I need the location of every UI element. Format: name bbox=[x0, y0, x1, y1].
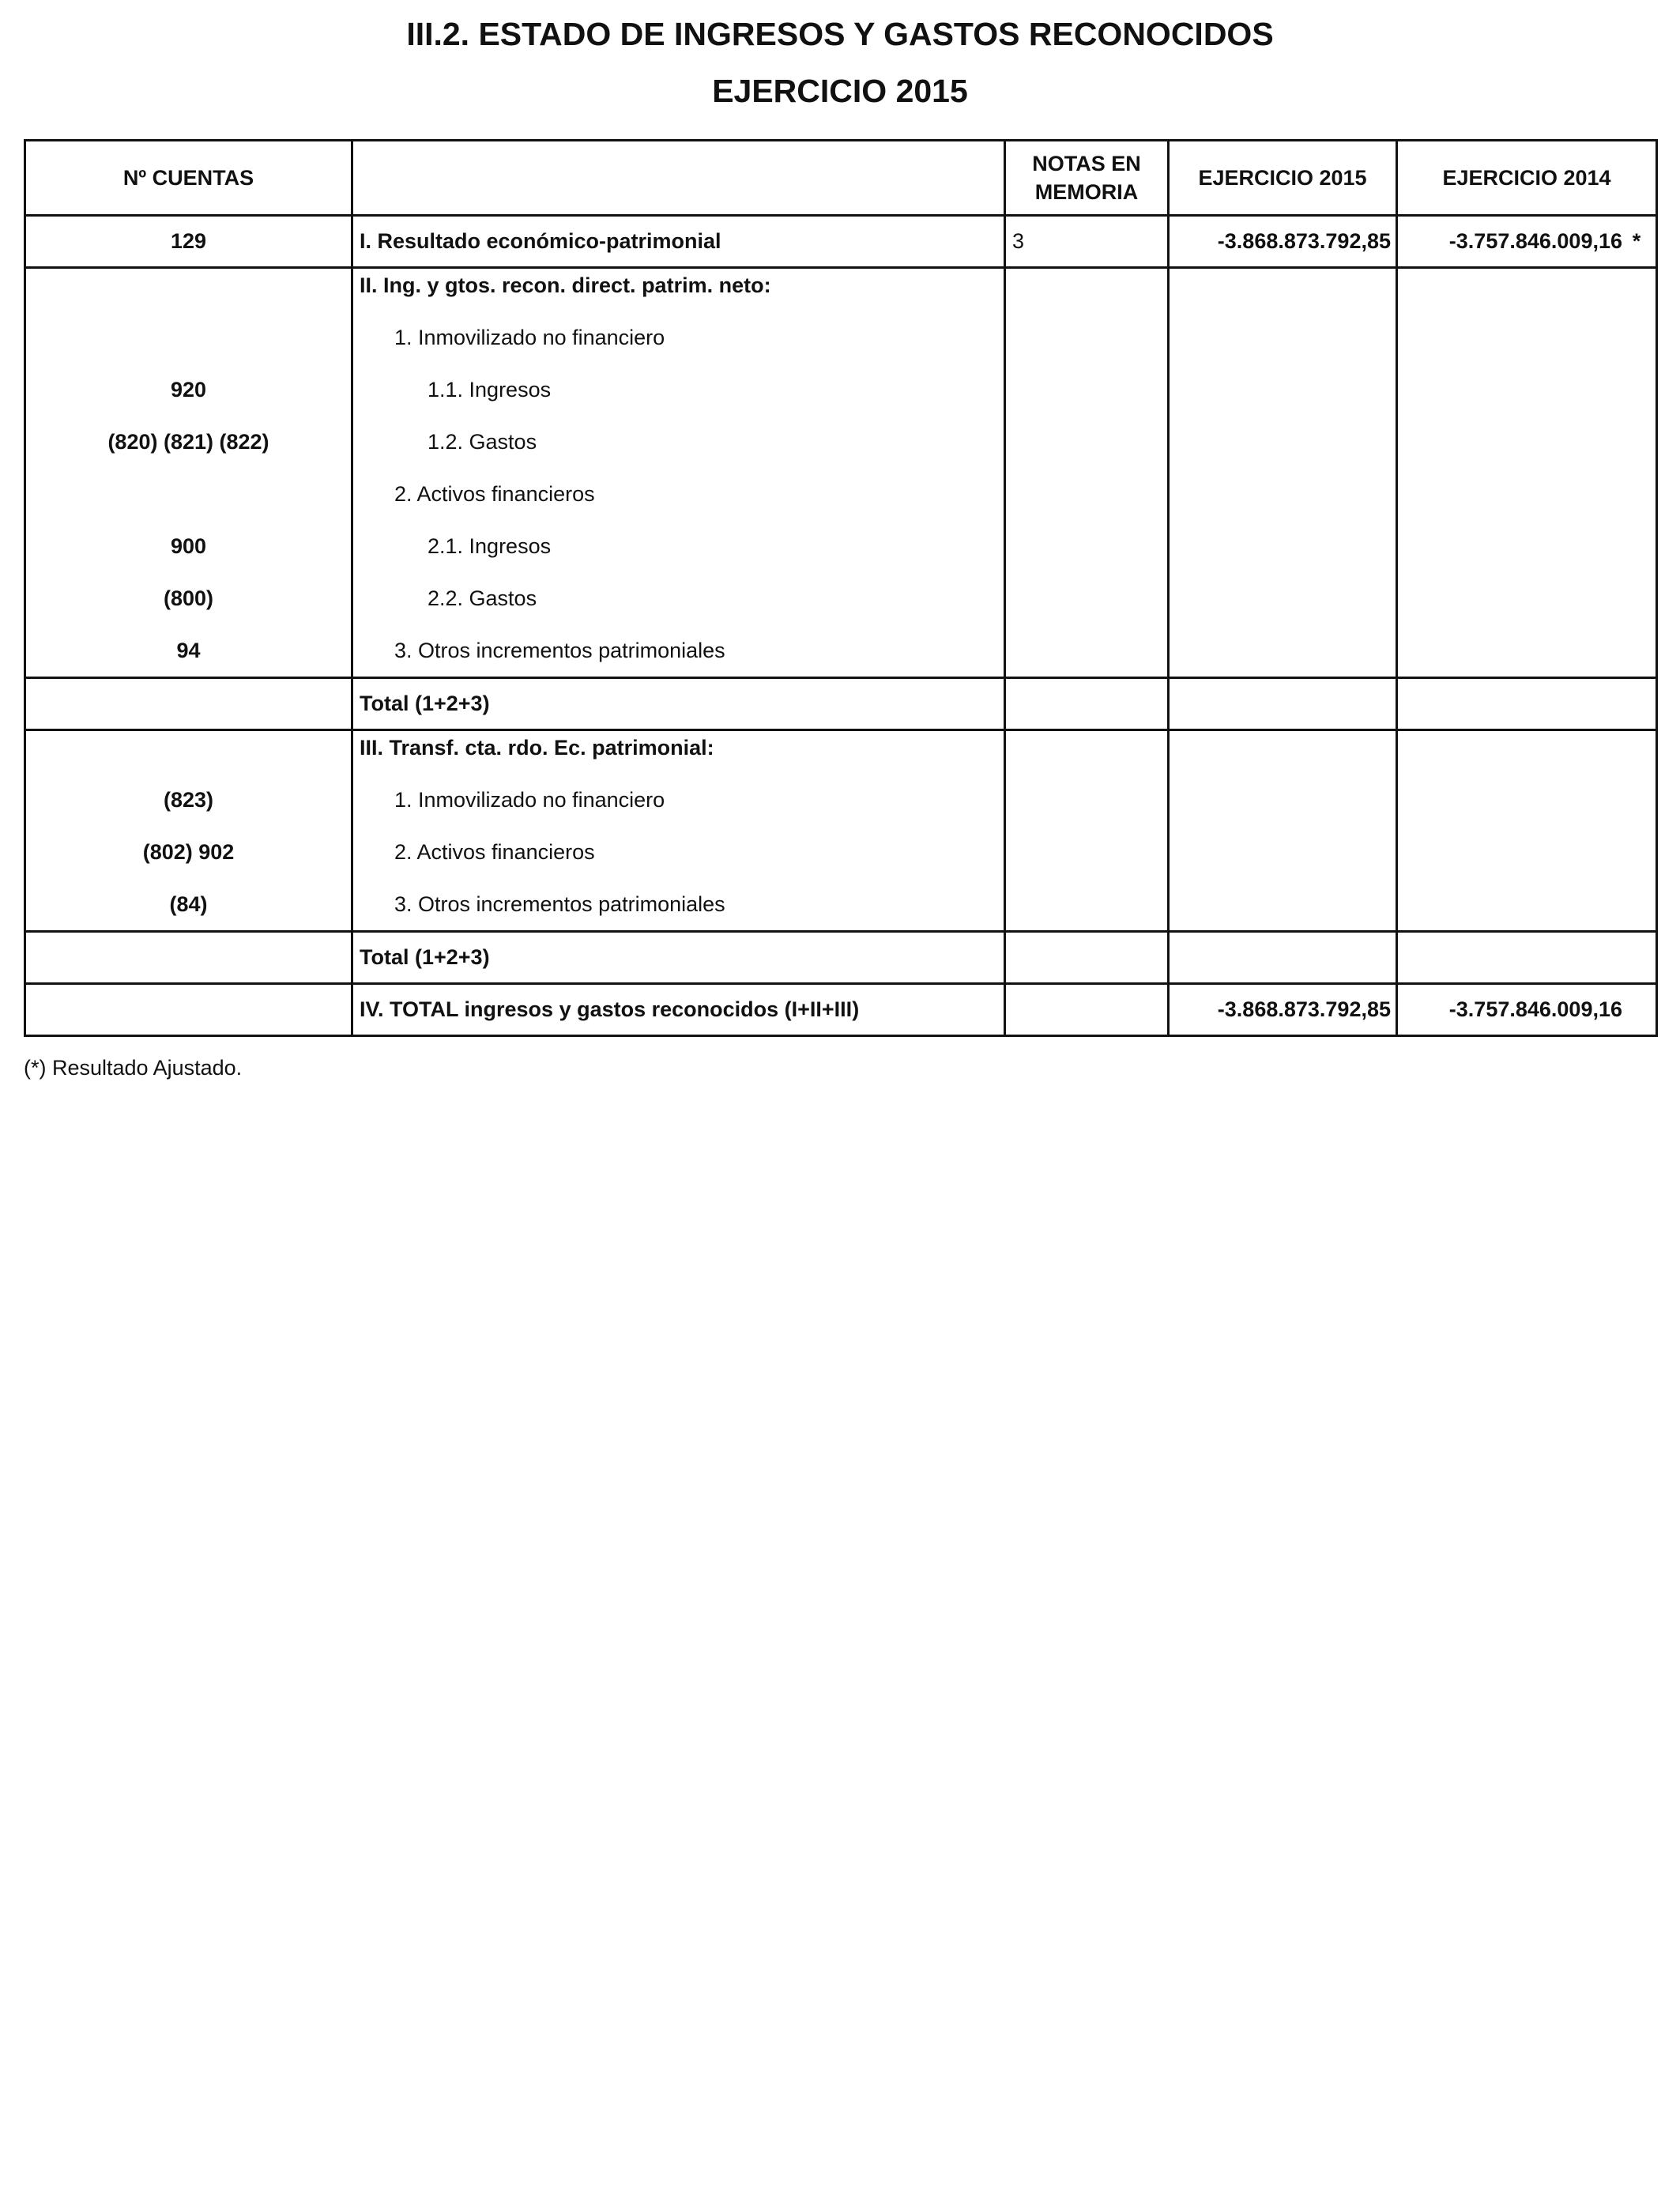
value-ej2014: -3.757.846.009,16 bbox=[1448, 229, 1622, 253]
cell-cuenta: 129 bbox=[25, 216, 352, 268]
cell-empty bbox=[1397, 730, 1657, 932]
cell-conceptos-block-ii bbox=[352, 268, 1005, 678]
cell-empty bbox=[1169, 730, 1397, 932]
header-ejercicio-2014: EJERCICIO 2014 bbox=[1397, 141, 1657, 216]
cell-empty bbox=[25, 984, 352, 1036]
cell-empty bbox=[1397, 678, 1657, 730]
cell-conceptos-block-iii bbox=[352, 730, 1005, 932]
cell-empty bbox=[1169, 268, 1397, 678]
list-item: 2.1. Ingresos bbox=[428, 534, 552, 558]
list-item: 3. Otros incrementos patrimoniales bbox=[394, 639, 725, 662]
list-item: 900 bbox=[170, 534, 207, 558]
adjusted-marker: * bbox=[1632, 229, 1641, 253]
row-total-block-iii bbox=[25, 932, 1657, 984]
cell-empty bbox=[1005, 932, 1169, 984]
list-item: 2. Activos financieros bbox=[394, 840, 595, 864]
list-item: 1. Inmovilizado no financiero bbox=[394, 326, 665, 349]
list-item: 920 bbox=[170, 378, 207, 401]
list-item bbox=[26, 311, 351, 364]
list-item bbox=[26, 722, 351, 774]
row-grand-total bbox=[25, 984, 1657, 1036]
cell-empty bbox=[1169, 932, 1397, 984]
list-item: 1.1. Ingresos bbox=[428, 378, 552, 401]
cell-empty bbox=[1005, 730, 1169, 932]
cell-empty bbox=[1397, 932, 1657, 984]
list-item: 1.2. Gastos bbox=[428, 430, 537, 454]
header-notas-line1: NOTAS EN bbox=[1032, 152, 1141, 175]
list-item bbox=[26, 468, 351, 520]
page-subtitle: EJERCICIO 2015 bbox=[712, 73, 968, 109]
list-item: (84) bbox=[169, 892, 208, 916]
block-iii bbox=[25, 730, 1657, 932]
cell-ej2014 bbox=[1397, 216, 1657, 268]
list-item: (802) 902 bbox=[142, 840, 235, 864]
cell-empty bbox=[1005, 984, 1169, 1036]
list-item: 2. Activos financieros bbox=[394, 482, 595, 506]
list-item: 3. Otros incrementos patrimoniales bbox=[394, 892, 725, 916]
cell-total-label: Total (1+2+3) bbox=[352, 932, 1005, 984]
cell-empty bbox=[1397, 268, 1657, 678]
block-ii bbox=[25, 268, 1657, 678]
list-item: 94 bbox=[176, 639, 201, 662]
cell-grand-total-label: IV. TOTAL ingresos y gastos reconocidos (I+II+III) bbox=[352, 984, 1005, 1036]
header-notas-line2: MEMORIA bbox=[1034, 180, 1139, 204]
header-notas bbox=[1005, 141, 1169, 216]
value-grand-total-2014: -3.757.846.009,16 bbox=[1448, 997, 1622, 1021]
header-ejercicio-2015: EJERCICIO 2015 bbox=[1169, 141, 1397, 216]
list-item: (800) bbox=[163, 586, 214, 610]
section-heading: III. Transf. cta. rdo. Ec. patrimonial: bbox=[360, 736, 714, 760]
list-item: 2.2. Gastos bbox=[428, 586, 537, 610]
cell-empty bbox=[1169, 678, 1397, 730]
cell-empty bbox=[25, 932, 352, 984]
list-item: 1. Inmovilizado no financiero bbox=[394, 788, 665, 812]
cell-total-label: Total (1+2+3) bbox=[352, 678, 1005, 730]
list-item: (820) (821) (822) bbox=[107, 430, 269, 454]
cell-grand-total-2014 bbox=[1397, 984, 1657, 1036]
cell-cuentas-block-ii bbox=[25, 268, 352, 678]
cell-cuentas-block-iii bbox=[25, 730, 352, 932]
cell-nota: 3 bbox=[1005, 216, 1169, 268]
cell-ej2015: -3.868.873.792,85 bbox=[1169, 216, 1397, 268]
table-header-row bbox=[25, 141, 1657, 216]
list-item: (823) bbox=[163, 788, 214, 812]
cell-concepto: I. Resultado económico-patrimonial bbox=[352, 216, 1005, 268]
footnote: (*) Resultado Ajustado. bbox=[24, 1056, 243, 1080]
income-expense-table bbox=[24, 139, 1658, 1037]
page-title: III.2. ESTADO DE INGRESOS Y GASTOS RECONOCIDOS bbox=[406, 16, 1274, 52]
list-item bbox=[26, 259, 351, 311]
header-concepto bbox=[352, 141, 1005, 216]
cell-empty bbox=[1005, 678, 1169, 730]
cell-empty bbox=[1005, 268, 1169, 678]
section-heading: II. Ing. y gtos. recon. direct. patrim. neto: bbox=[360, 273, 771, 297]
header-cuentas: Nº CUENTAS bbox=[25, 141, 352, 216]
cell-grand-total-2015: -3.868.873.792,85 bbox=[1169, 984, 1397, 1036]
